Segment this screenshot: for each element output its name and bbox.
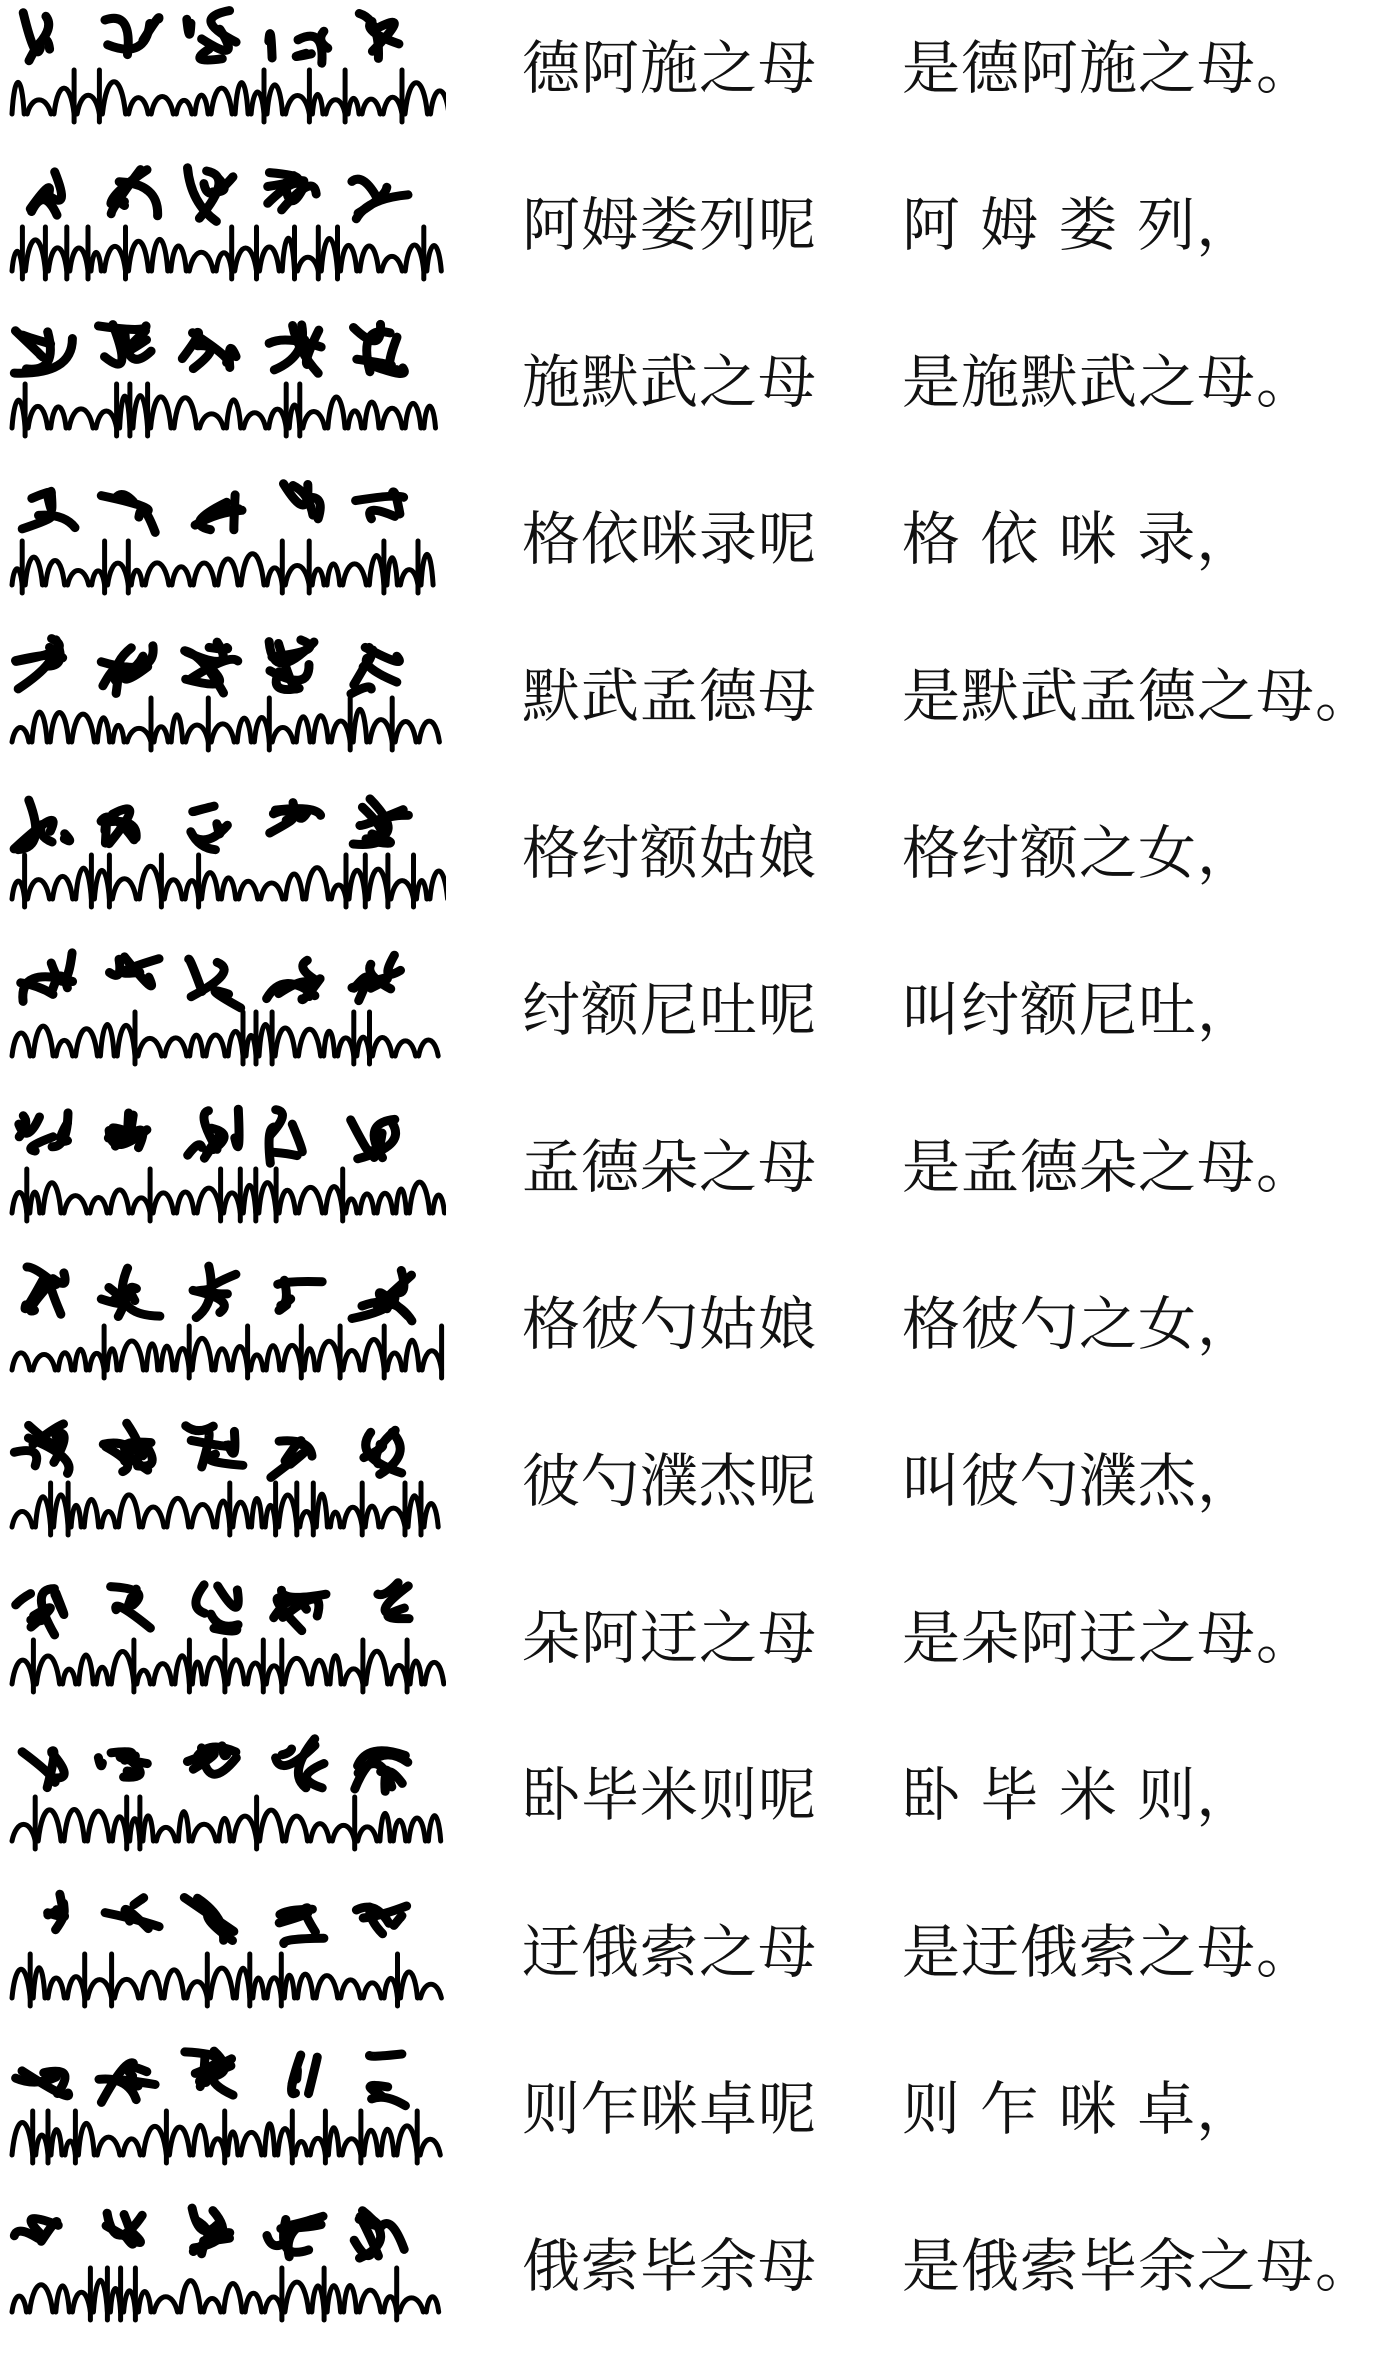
translation-line: 阿 姆 娄 列，	[902, 191, 1256, 259]
text-row	[0, 1727, 1392, 1884]
text-row	[0, 1884, 1392, 2041]
handwritten-script-glyphs	[8, 944, 446, 1094]
handwritten-script-glyphs	[8, 316, 446, 466]
original-line: 卧毕米则呢	[522, 1761, 818, 1829]
original-line: 俄索毕余母	[522, 2232, 818, 2300]
text-row	[0, 314, 1392, 471]
translation-line: 是俄索毕余之母。	[902, 2232, 1375, 2300]
translation-line: 是迂俄索之母。	[902, 1918, 1316, 1986]
translation-line: 则 乍 咪 卓，	[902, 2075, 1256, 2143]
translation-line: 格 依 咪 录，	[902, 505, 1256, 573]
original-line: 格彼勺姑娘	[522, 1290, 818, 1358]
translation-line: 叫纣额尼吐，	[902, 976, 1257, 1044]
original-line: 则乍咪卓呢	[522, 2075, 818, 2143]
handwritten-script-glyphs	[8, 2043, 446, 2193]
handwritten-script-glyphs	[8, 630, 446, 780]
text-row	[0, 471, 1392, 628]
handwritten-script-glyphs	[8, 1572, 446, 1722]
original-line: 施默武之母	[522, 348, 818, 416]
translation-line: 格纣额之女，	[902, 819, 1257, 887]
handwritten-script-glyphs	[8, 159, 446, 309]
original-line: 朵阿迂之母	[522, 1604, 818, 1672]
translation-line: 叫彼勺濮杰，	[902, 1447, 1257, 1515]
text-row	[0, 0, 1392, 157]
text-row	[0, 1099, 1392, 1256]
original-line: 格依咪录呢	[522, 505, 818, 573]
text-row	[0, 2198, 1392, 2355]
translation-line: 是施默武之母。	[902, 348, 1316, 416]
handwritten-script-glyphs	[8, 1729, 446, 1879]
original-line: 彼勺濮杰呢	[522, 1447, 818, 1515]
original-line: 格纣额姑娘	[522, 819, 818, 887]
translation-line: 是德阿施之母。	[902, 34, 1316, 102]
handwritten-script-glyphs	[8, 473, 446, 623]
handwritten-script-glyphs	[8, 1101, 446, 1251]
translation-line: 是孟德朵之母。	[902, 1133, 1316, 1201]
handwritten-script-glyphs	[8, 1415, 446, 1565]
text-row	[0, 1570, 1392, 1727]
handwritten-script-glyphs	[8, 787, 446, 937]
original-line: 阿姆娄列呢	[522, 191, 818, 259]
original-line: 迂俄索之母	[522, 1918, 818, 1986]
handwritten-script-glyphs	[8, 2, 446, 152]
translation-line: 是朵阿迂之母。	[902, 1604, 1316, 1672]
text-row	[0, 1413, 1392, 1570]
original-line: 纣额尼吐呢	[522, 976, 818, 1044]
original-line: 德阿施之母	[522, 34, 818, 102]
handwritten-script-glyphs	[8, 1258, 446, 1408]
translation-line: 是默武孟德之母。	[902, 662, 1375, 730]
text-row	[0, 628, 1392, 785]
original-line: 孟德朵之母	[522, 1133, 818, 1201]
translation-line: 卧 毕 米 则，	[902, 1761, 1256, 1829]
text-row	[0, 942, 1392, 1099]
text-row	[0, 2041, 1392, 2198]
text-row	[0, 785, 1392, 942]
handwritten-script-glyphs	[8, 1886, 446, 2036]
translation-line: 格彼勺之女，	[902, 1290, 1257, 1358]
text-row	[0, 157, 1392, 314]
handwritten-script-glyphs	[8, 2200, 446, 2350]
original-line: 默武孟德母	[522, 662, 818, 730]
text-row	[0, 1256, 1392, 1413]
